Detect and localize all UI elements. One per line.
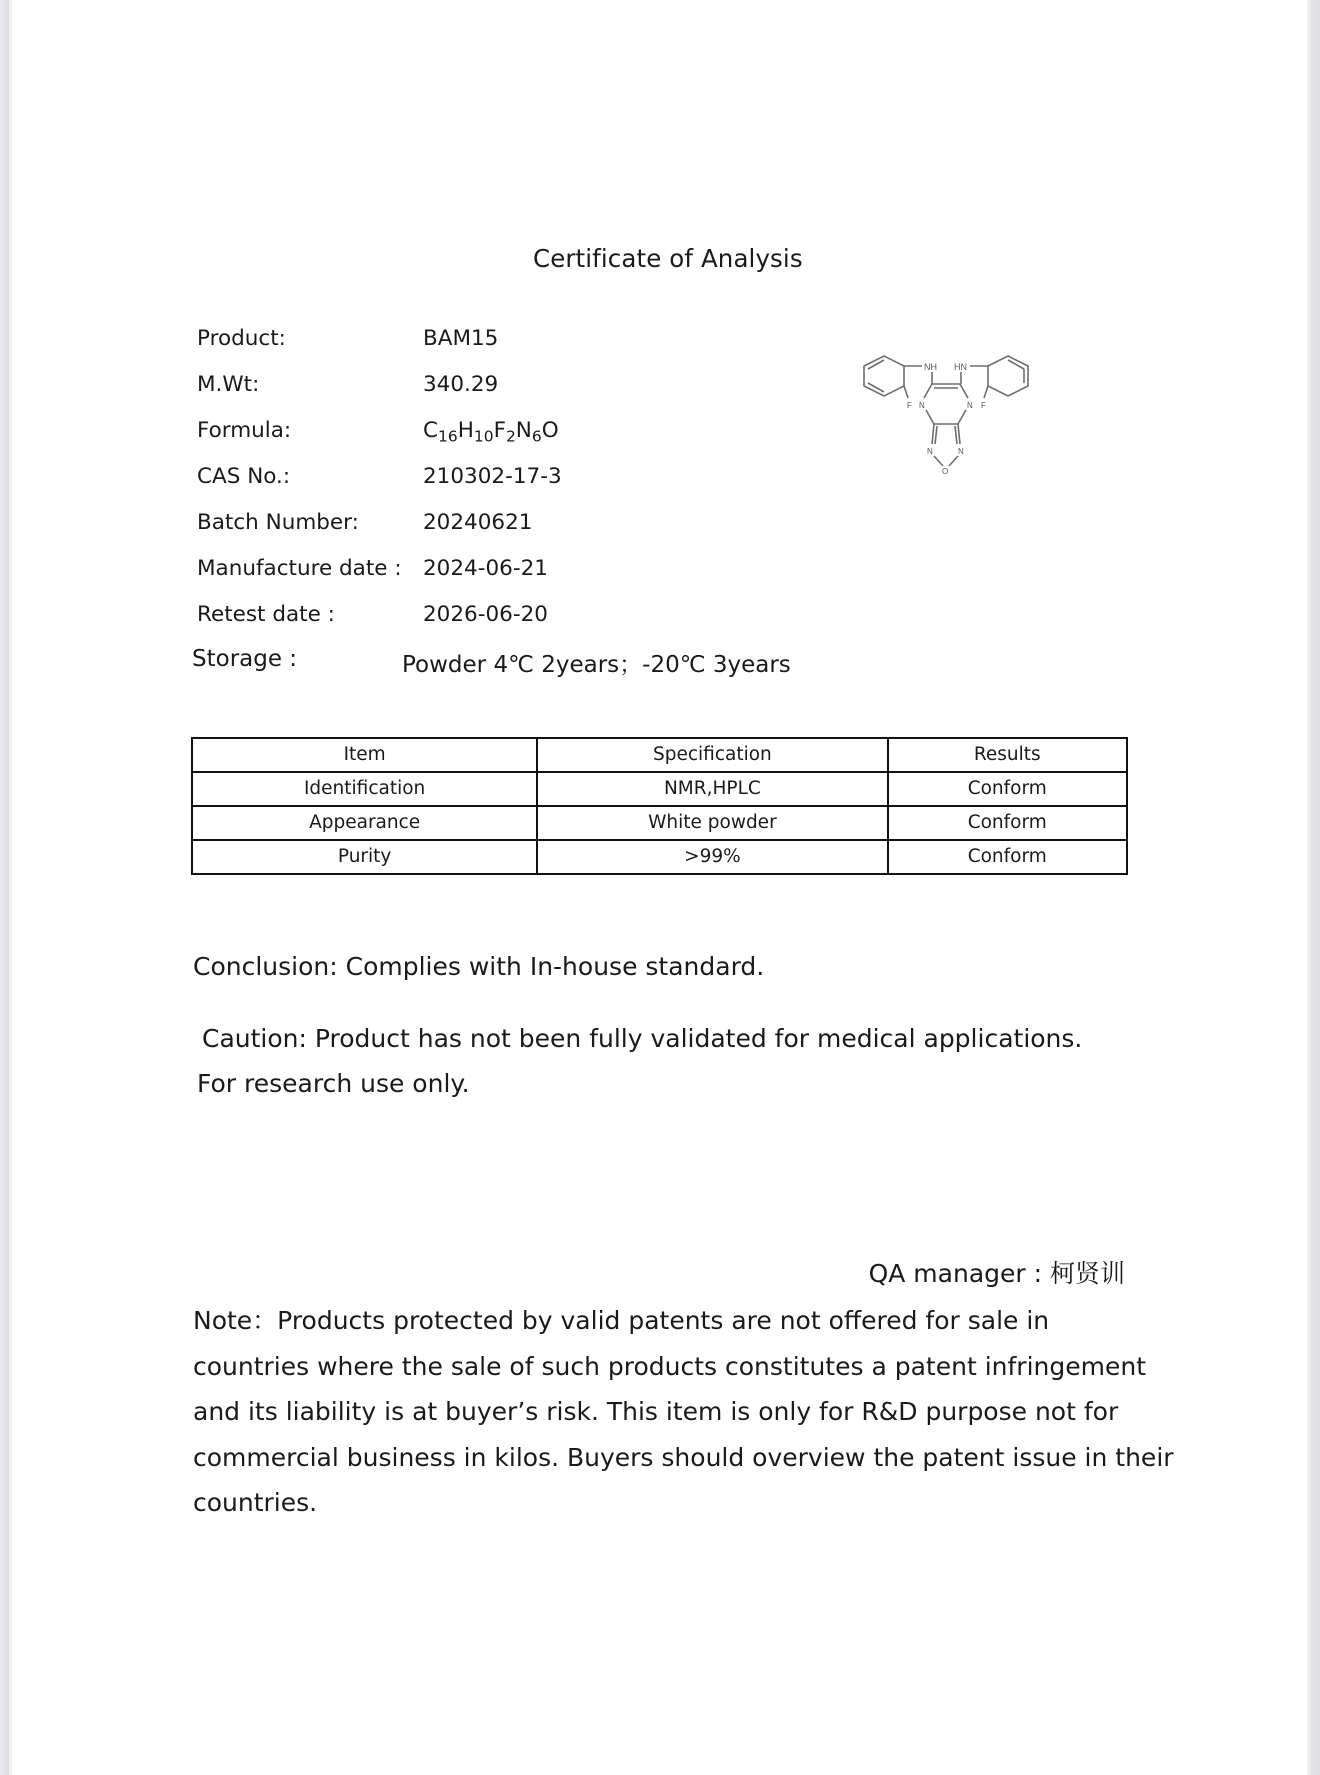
chemical-structure-icon [846,352,1046,488]
formula-element: C [423,418,439,443]
batch-label: Batch Number: [197,510,359,535]
product-value: BAM15 [423,326,499,351]
table-row [192,840,1127,874]
table-row [192,806,1127,840]
cell-result: Conform [888,840,1128,874]
nh-label: NH [924,362,937,372]
header-item: Item [192,738,537,772]
svg-text:F: F [907,401,912,410]
conclusion-text: Conclusion: Complies with In-house standard. [193,952,765,981]
cell-specification: White powder [537,806,887,840]
qa-manager-signature: QA manager : 柯贤训 [868,1259,1125,1288]
document-title: Certificate of Analysis [533,244,803,273]
note-line: commercial business in kilos. Buyers should overview the patent issue in their [193,1442,1174,1472]
cell-item: Appearance [192,806,537,840]
patent-note [193,1298,1174,1526]
table-header-row [192,738,1127,772]
note-line: and its liability is at buyer’s risk. This item is only for R&D purpose not for [193,1397,1119,1426]
formula-value [423,418,559,446]
svg-text:HN: HN [954,362,967,372]
cas-label: CAS No.: [197,464,291,489]
formula-count: 6 [531,427,542,446]
batch-value: 20240621 [423,510,533,535]
cell-specification: >99% [537,840,887,874]
manufacture-date-value: 2024-06-21 [423,556,548,581]
svg-text:O: O [942,467,949,476]
formula-element: N [515,418,532,443]
formula-count: 16 [438,427,458,446]
formula-count: 2 [505,427,516,446]
svg-text:F: F [981,401,986,410]
storage-value: Powder 4℃ 2years；-20℃ 3years [402,652,791,678]
formula-label: Formula: [197,418,292,443]
svg-text:N: N [958,447,964,456]
caution-text: Caution: Product has not been fully validated for medical applications. [202,1024,1083,1053]
table-row [192,772,1127,806]
header-results: Results [888,738,1128,772]
cas-value: 210302-17-3 [423,464,562,489]
viewer-left-edge [0,0,9,1775]
cell-result: Conform [888,806,1128,840]
research-use-text: For research use only. [197,1069,470,1098]
formula-element: O [541,418,559,443]
header-specification: Specification [537,738,887,772]
cell-item: Purity [192,840,537,874]
retest-date-label: Retest date : [197,602,335,627]
svg-text:N: N [919,401,925,410]
cell-result: Conform [888,772,1128,806]
product-label: Product: [197,326,286,351]
formula-count: 10 [473,427,494,446]
mwt-label: M.Wt: [197,372,260,397]
retest-date-value: 2026-06-20 [423,602,548,627]
cell-item: Identification [192,772,537,806]
storage-label: Storage : [192,646,298,672]
cell-specification: NMR,HPLC [537,772,887,806]
svg-text:N: N [967,401,973,410]
svg-text:N: N [927,447,933,456]
formula-element: F [493,418,506,443]
note-line: countries where the sale of such products constitutes a patent infringement [193,1351,1146,1381]
manufacture-date-label: Manufacture date : [197,556,402,581]
formula-element: H [457,418,474,443]
note-line: countries. [193,1488,318,1517]
viewer-right-edge [1310,0,1320,1775]
note-line: Note：Products protected by valid patents are not offered for sale in [193,1306,1050,1335]
mwt-value: 340.29 [423,372,499,397]
analysis-table [191,737,1128,875]
